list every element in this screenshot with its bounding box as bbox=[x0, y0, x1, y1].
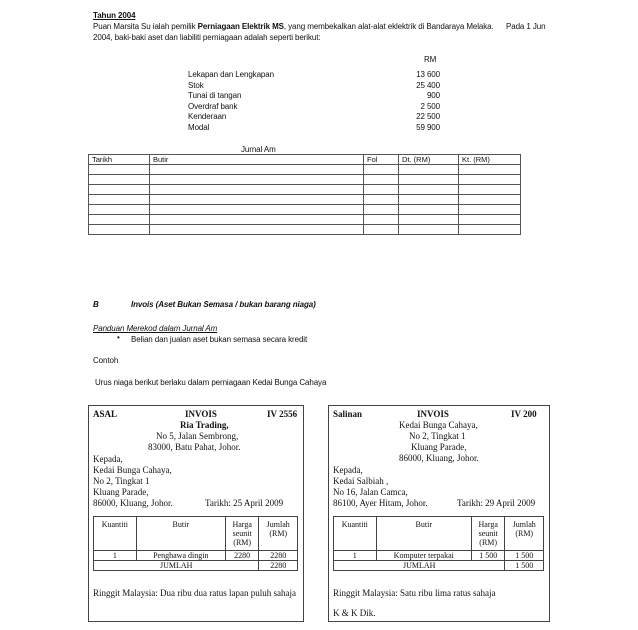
guide-title: Panduan Merekod dalam Jurnal Am bbox=[93, 324, 218, 333]
col-price: Harga seunit (RM) bbox=[471, 517, 504, 551]
buyer-name: Kedai Salbiah , bbox=[333, 476, 389, 486]
col-qty: Kuantiti bbox=[94, 517, 137, 551]
item-row bbox=[94, 551, 298, 561]
invoice-date: Tarikh: 25 April 2009 bbox=[205, 498, 284, 508]
journal-title: Jurnal Am bbox=[241, 145, 276, 154]
items-header-row bbox=[94, 517, 298, 551]
section-title: Invois (Aset Bukan Semasa / bukan barang niaga) bbox=[131, 300, 316, 309]
signature: K & K Dik. bbox=[333, 608, 376, 618]
col-total: Jumlah (RM) bbox=[259, 517, 298, 551]
col-price: Harga seunit (RM) bbox=[225, 517, 258, 551]
invoice-corner-label: Salinan bbox=[333, 409, 363, 419]
journal-table bbox=[88, 154, 521, 235]
invoice-salinan bbox=[328, 405, 550, 622]
journal-col-fol: Fol bbox=[364, 155, 399, 165]
intro-date: Pada 1 Jun bbox=[506, 22, 546, 31]
total-row bbox=[334, 561, 544, 571]
journal-row bbox=[89, 175, 521, 185]
invoice-number: IV 200 bbox=[511, 409, 537, 419]
col-item: Butir bbox=[376, 517, 471, 551]
seller-name: Kedai Bunga Cahaya, bbox=[399, 420, 478, 430]
journal-row bbox=[89, 215, 521, 225]
journal-row bbox=[89, 225, 521, 235]
seller-address-2: 83000, Batu Pahat, Johor. bbox=[148, 442, 241, 452]
balance-value: 900 bbox=[426, 91, 440, 100]
balance-value: 22 500 bbox=[416, 112, 440, 121]
item-name: Komputer terpakai bbox=[376, 551, 471, 561]
balance-label: Tunai di tangan bbox=[188, 91, 242, 100]
balance-value: 59 900 bbox=[416, 122, 440, 132]
invoice-items-table bbox=[333, 516, 544, 571]
invoice-items-table bbox=[93, 516, 298, 571]
balance-label: Kenderaan bbox=[188, 112, 227, 121]
seller-address-2: Kluang Parade, bbox=[411, 442, 467, 452]
journal-col-tarikh: Tarikh bbox=[89, 155, 150, 165]
item-qty: 1 bbox=[334, 551, 377, 561]
invoice-corner-label: ASAL bbox=[93, 409, 118, 419]
buyer-address-3: 86000, Kluang, Johor. bbox=[93, 498, 173, 508]
invoice-title: INVOIS bbox=[417, 409, 449, 419]
journal-header-row bbox=[89, 155, 521, 165]
seller-name: Ria Trading, bbox=[180, 420, 229, 430]
item-price: 2280 bbox=[225, 551, 258, 561]
invoice-number: IV 2556 bbox=[267, 409, 298, 419]
balance-label: Lekapan dan Lengkapan bbox=[188, 70, 274, 79]
balance-value: 25 400 bbox=[416, 80, 440, 90]
total-label: JUMLAH bbox=[94, 561, 259, 571]
year-title: Tahun 2004 bbox=[93, 11, 136, 20]
example-label: Contoh bbox=[93, 356, 119, 365]
item-total: 2280 bbox=[259, 551, 298, 561]
journal-row bbox=[89, 205, 521, 215]
buyer-name: Kedai Bunga Cahaya, bbox=[93, 465, 172, 475]
item-qty: 1 bbox=[94, 551, 137, 561]
seller-address-1: No 5, Jalan Sembrong, bbox=[156, 431, 239, 441]
currency-label: RM bbox=[424, 55, 437, 64]
amount-in-words: Ringgit Malaysia: Dua ribu dua ratus lapan puluh sahaja bbox=[93, 588, 296, 598]
total-label: JUMLAH bbox=[334, 561, 505, 571]
section-letter: B bbox=[93, 300, 99, 309]
invoice-asal bbox=[88, 405, 304, 622]
item-row bbox=[334, 551, 544, 561]
journal-row bbox=[89, 165, 521, 175]
journal-row bbox=[89, 195, 521, 205]
balance-label: Overdraf bank bbox=[188, 101, 238, 111]
item-name: Penghawa dingin bbox=[136, 551, 225, 561]
buyer-address-1: No 16, Jalan Camca, bbox=[333, 487, 408, 497]
amount-in-words: Ringgit Malaysia: Satu ribu lima ratus sahaja bbox=[333, 588, 496, 598]
intro-line-2: 2004, baki-baki aset dan liabiliti perniagaan adalah seperti berikut: bbox=[93, 33, 321, 42]
seller-address-3: 86000, Kluang, Johor. bbox=[399, 453, 479, 463]
intro-pre: Puan Marsita Su ialah pemilik bbox=[93, 22, 198, 31]
bullet-dot: • bbox=[117, 333, 120, 342]
total-value: 2280 bbox=[259, 561, 298, 571]
seller-address-1: No 2, Tingkat 1 bbox=[409, 431, 466, 441]
buyer-address-2: 86100, Ayer Hitam, Johor. bbox=[333, 498, 428, 508]
journal-col-debit: Dt. (RM) bbox=[399, 155, 459, 165]
journal-col-butir: Butir bbox=[150, 155, 364, 165]
balance-value: 2 500 bbox=[420, 101, 440, 111]
invoice-title: INVOIS bbox=[185, 409, 217, 419]
balance-value: 13 600 bbox=[416, 70, 440, 79]
item-total: 1 500 bbox=[505, 551, 544, 561]
balance-label: Modal bbox=[188, 122, 210, 132]
business-name: Perniagaan Elektrik MS bbox=[197, 22, 284, 31]
buyer-address-1: No 2, Tingkat 1 bbox=[93, 476, 150, 486]
total-value: 1 500 bbox=[505, 561, 544, 571]
bullet-text: Belian dan jualan aset bukan semasa secara kredit bbox=[131, 335, 308, 344]
buyer-address-2: Kluang Parade, bbox=[93, 487, 149, 497]
intro-line-1 bbox=[93, 22, 494, 31]
journal-row bbox=[89, 185, 521, 195]
col-total: Jumlah (RM) bbox=[505, 517, 544, 551]
col-qty: Kuantiti bbox=[334, 517, 377, 551]
items-header-row bbox=[334, 517, 544, 551]
journal-col-credit: Kt. (RM) bbox=[459, 155, 521, 165]
balance-label: Stok bbox=[188, 80, 204, 90]
col-item: Butir bbox=[136, 517, 225, 551]
invoice-date: Tarikh: 29 April 2009 bbox=[457, 498, 536, 508]
total-row bbox=[94, 561, 298, 571]
intro-post: , yang membekalkan alat-alat eklektrik di Bandaraya Melaka. bbox=[283, 22, 494, 31]
instruction-text: Urus niaga berikut berlaku dalam perniagaan Kedai Bunga Cahaya bbox=[95, 378, 327, 387]
item-price: 1 500 bbox=[471, 551, 504, 561]
to-label: Kepada, bbox=[93, 454, 123, 464]
to-label: Kepada, bbox=[333, 465, 363, 475]
